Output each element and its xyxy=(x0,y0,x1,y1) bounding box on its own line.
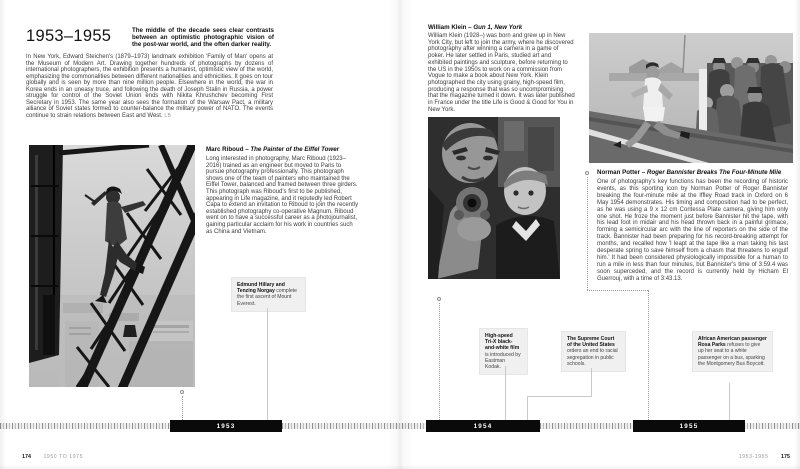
connector-supreme-v1 xyxy=(591,368,592,396)
klein-artist-name: William Klein – xyxy=(428,24,474,31)
klein-work-title: Gun 1, New York xyxy=(473,24,523,31)
section-label-right: 1953-1955 xyxy=(738,454,769,460)
intro-body-text: In New York, Edward Steichen's (1879–1973) landmark exhibition 'Family of Man' opens at the Museum of Modern Art. Drawing together hundreds of photographs by dozens of international photographers, the exhibition presents a humanist, optimistic view of the world, emphasizing the commonalities between different nationalities and ethnicities. It goes on tour globally and is seen by more than nine million people. Elsewhere in the world, the war in Korea ends in an uneasy truce, and following the death of Joseph Stalin in Russia, a power struggle for control of the Soviet Union ends with Nikita Khrushchev becoming First Secretary in 1953. The same year also sees the formation of the Warsaw Pact, a military alliance of Soviet states formed to counter-balance the military power of NATO. The events continue to strain relations between East and West. xyxy=(26,54,273,119)
event-callout-supreme-court xyxy=(561,331,626,372)
riboud-title xyxy=(206,146,392,153)
event-callout-rosa-parks-bold: African American passenger Rosa Parks xyxy=(698,336,767,349)
riboud-artist-name: Marc Riboud – xyxy=(206,146,251,153)
potter-bannister-photo xyxy=(589,33,793,163)
connector-riboud-dashed xyxy=(182,396,183,420)
timeline-node-icon xyxy=(180,390,184,394)
klein-gun-photo xyxy=(428,117,560,279)
footer-right xyxy=(739,445,790,463)
timeline-node-icon xyxy=(585,171,589,175)
timeline-year-1954: 1954 xyxy=(426,420,540,432)
event-callout-everest-bold: Edmund Hillary and Tenzing Norgay xyxy=(237,282,285,295)
connector-klein-dashed xyxy=(439,303,440,420)
potter-work-title: Roger Bannister Breaks The Four-Minute Mile xyxy=(646,169,782,176)
page-number-right: 175 xyxy=(781,454,790,460)
potter-artist-name: Norman Potter – xyxy=(597,169,647,176)
event-callout-rosa-parks-rest: refuses to give up her seat to a white passenger on a bus, sparking the Montgomery Bus Boycott. xyxy=(698,342,765,367)
page-edge-bottom xyxy=(0,465,800,469)
riboud-eiffel-tower-photo xyxy=(29,145,195,387)
intro-body xyxy=(26,54,273,119)
event-callout-trix-rest: is introduced by Eastman Kodak. xyxy=(485,351,521,371)
riboud-body: Long interested in photography, Marc Riboud (1923–2016) trained as an engineer but moved to Paris to pursue photography professionally. This photograph shows one of the team of painters who maintained the Eiffel Tower, balanced and framed between three girders. This photograph was Riboud's first to be published, appearing in Life magazine, and it reputedly led Robert Capa to extend an invitation to Riboud to join the recently established photography co-operative Magnum. Riboud went on to have a successful career as a photojournalist, gaining particular acclaim for his work in countries such as China and Vietnam. xyxy=(206,156,359,235)
connector-supreme-v2 xyxy=(527,396,528,420)
author-initials: LB xyxy=(164,112,172,119)
section-label-left: 1950 TO 1975 xyxy=(43,454,84,460)
klein-body: William Klein (1928–) was born and grew up in New York City, but left to join the army, where he discovered photography after winning a camera in a game of poker. He later settled in Paris, studied art and exhibited paintings and sculpture, before returning to the US in the 1950s to work on a commission from Vogue to make a book about New York. Klein photographed the city using grainy, high-speed film, producing a response that was so uncompromising that the magazine turned it down. It was later published in France under the title Life is Good & Good for You in New York. xyxy=(428,33,575,113)
page-edge-left xyxy=(0,0,6,469)
connector-potter-dashed-v2 xyxy=(648,290,649,420)
event-callout-supreme-court-rest: orders an end to racial segregation in public schools. xyxy=(567,348,618,367)
event-callout-trix xyxy=(479,328,528,375)
page-title: 1953–1955 xyxy=(26,27,112,45)
klein-title xyxy=(428,24,578,31)
page-number-left: 174 xyxy=(22,454,31,460)
event-callout-rosa-parks xyxy=(692,331,773,372)
connector-trix xyxy=(505,366,506,420)
connector-potter-dashed-h xyxy=(587,290,648,291)
event-callout-everest-rest: complete the first ascent of Mount Everest. xyxy=(237,288,297,307)
page-fold-shadow xyxy=(388,0,412,469)
event-callout-everest xyxy=(231,277,306,312)
connector-rosa-parks xyxy=(729,383,730,420)
intro-standfirst: The middle of the decade sees clear contrasts between an optimistic photographic vision of the post-war world, and the often darker reality. xyxy=(132,27,274,48)
connector-potter-dashed-v1 xyxy=(587,177,588,290)
footer-left xyxy=(22,445,83,463)
timeline-year-1953: 1953 xyxy=(170,420,282,432)
event-callout-trix-bold: High-speed Tri-X black-and-white film xyxy=(485,333,520,352)
riboud-work-title: The Painter of the Eiffel Tower xyxy=(250,146,340,153)
timeline-year-1955: 1955 xyxy=(633,420,745,432)
page-edge-right xyxy=(794,0,800,469)
timeline-node-icon xyxy=(437,297,441,301)
connector-everest xyxy=(267,308,268,420)
potter-title xyxy=(597,169,793,176)
event-callout-supreme-court-bold: The Supreme Court of the United States xyxy=(567,336,615,349)
connector-supreme-h xyxy=(527,396,592,397)
potter-body: One of photography's key functions has been the recording of historic events, as this sporting icon by Norman Potter of Roger Bannister breaking the four-minute mile at the Iffley Road track in Oxford on 6 May 1954 demonstrates. His timing and composition had to be perfect, as he was using a 9 x 12 cm Contessa Plate camera, giving him only one shot. He froze the moment just before Bannister hit the tape, with his lead foot in midair and his head thrown back in a painful grimace, forming a semicircular arc with the line of reporters on the side of the track. Bannister had been preparing for his record-breaking attempt for months, and recalled how 'I leapt at the tape like a man taking his last desperate spring to save himself from a chasm that threatens to engulf him.' It had been considered physiologically impossible for a human to run a mile in less than four minutes, but Bannister's time of 3:59.4 was soon superceded, and the record is currently held by Hicham El Guerrouj, with a time of 3:43.13. xyxy=(597,179,788,282)
